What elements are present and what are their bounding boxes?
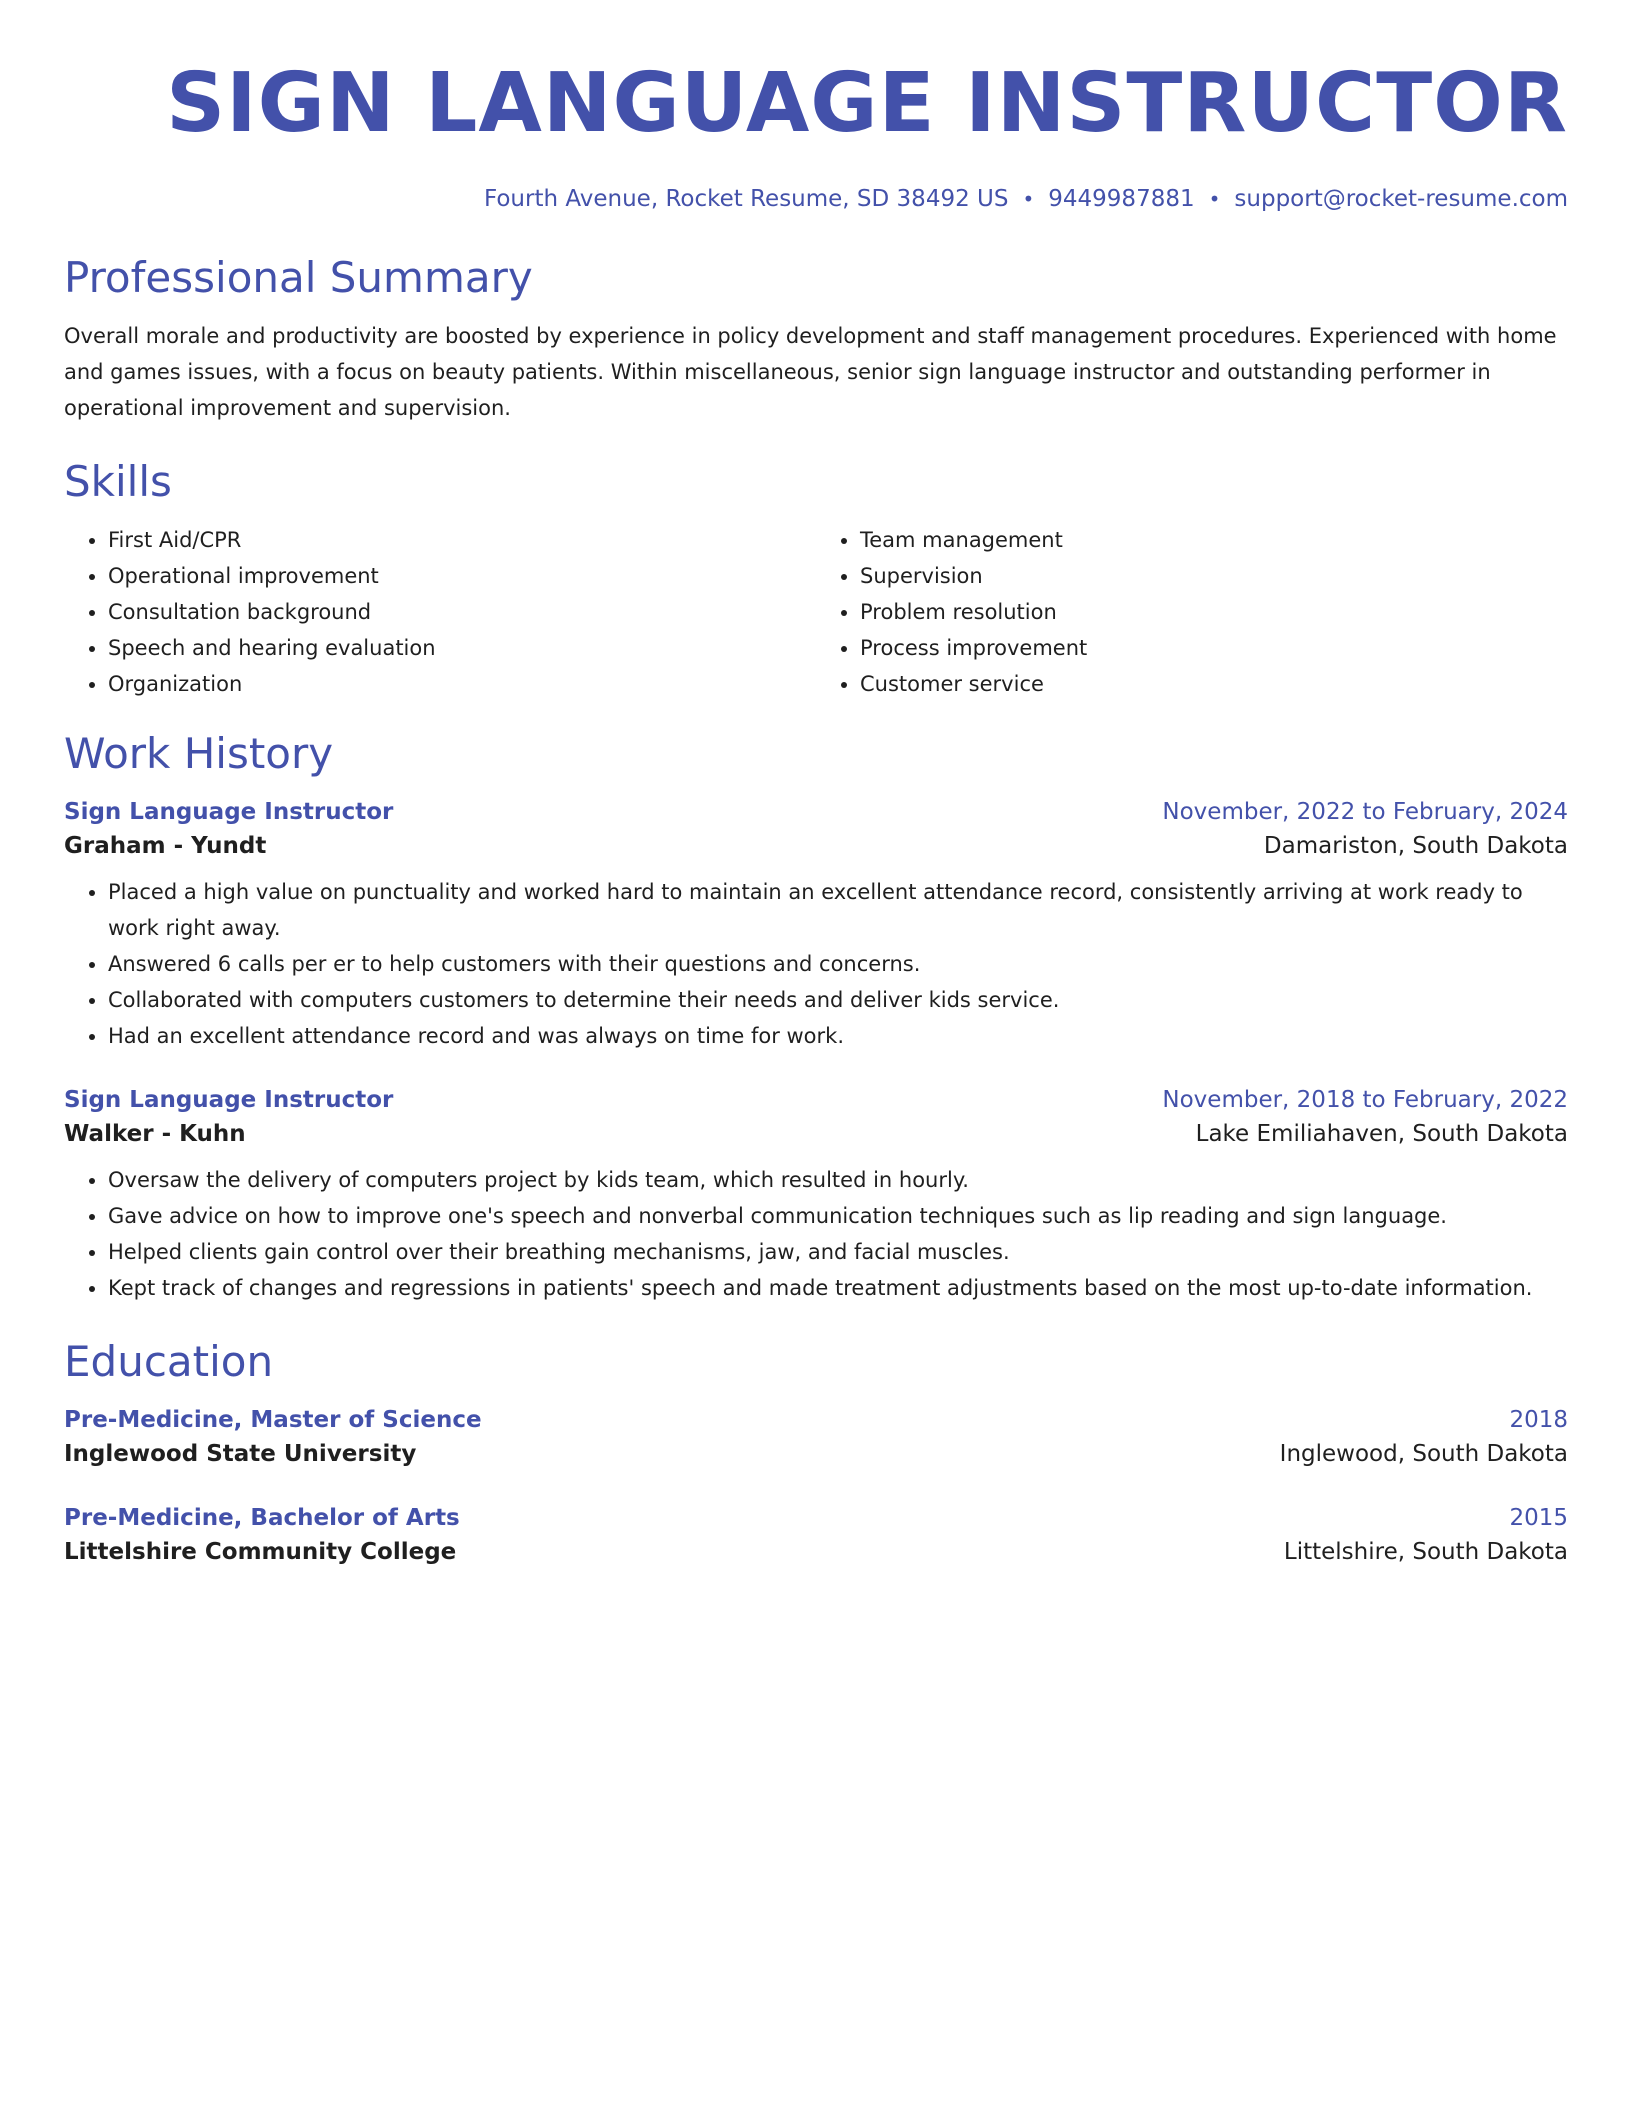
- contact-phone: 9449987881: [1048, 186, 1195, 212]
- skill-item: • Customer service: [860, 666, 1568, 702]
- job-dates: November, 2018 to February, 2022: [1162, 1087, 1568, 1113]
- job-bullets: [64, 1162, 1568, 1306]
- skill-item: • Organization: [108, 666, 816, 702]
- education-school-row: [64, 1534, 1568, 1570]
- skills-list: [64, 522, 1568, 702]
- job-bullet: • Had an excellent attendance record and was always on time for work.: [108, 1018, 1568, 1054]
- job-header-row: [64, 1084, 1568, 1116]
- summary-heading: Professional Summary: [64, 253, 533, 302]
- job-company-row: [64, 1116, 1568, 1152]
- contact-line: [64, 184, 1568, 214]
- education-location: Inglewood, South Dakota: [1279, 1441, 1568, 1467]
- job-bullet: • Collaborated with computers customers to determine their needs and deliver kids service.: [108, 982, 1568, 1018]
- job-bullet: • Placed a high value on punctuality and worked hard to maintain an excellent attendance record, consistently arriving at work ready to work right away.: [108, 874, 1568, 946]
- education-location: Littelshire, South Dakota: [1283, 1539, 1568, 1565]
- education-degree: Pre-Medicine, Master of Science: [64, 1407, 482, 1433]
- contact-separator: •: [1208, 187, 1221, 211]
- work-history-heading: Work History: [64, 729, 334, 778]
- job-entry: [64, 796, 1568, 1054]
- job-location: Lake Emiliahaven, South Dakota: [1195, 1121, 1568, 1147]
- job-role: Sign Language Instructor: [64, 799, 394, 825]
- summary-text: Overall morale and productivity are boosted by experience in policy development and staff management procedures. Experienced with home and games issues, with a focus on beauty patients. Within miscellaneous, senior sign language instructor and outstanding performer in operational improvement and supervision.: [64, 324, 1557, 420]
- education-heading: Education: [64, 1337, 274, 1386]
- education-school: Inglewood State University: [64, 1441, 417, 1467]
- job-bullet: • Answered 6 calls per er to help customers with their questions and concerns.: [108, 946, 1568, 982]
- job-bullet: • Gave advice on how to improve one's speech and nonverbal communication techniques such as lip reading and sign language.: [108, 1198, 1568, 1234]
- skill-item: • Supervision: [860, 558, 1568, 594]
- job-bullet: • Kept track of changes and regressions in patients' speech and made treatment adjustments based on the most up-to-date information.: [108, 1270, 1568, 1306]
- skills-column-left: [64, 522, 816, 702]
- job-company-row: [64, 828, 1568, 864]
- skill-item: • Speech and hearing evaluation: [108, 630, 816, 666]
- job-header-row: [64, 796, 1568, 828]
- skill-item: • Team management: [860, 522, 1568, 558]
- education-school: Littelshire Community College: [64, 1539, 457, 1565]
- skills-column-right: [816, 522, 1568, 702]
- education-year: 2015: [1509, 1505, 1568, 1531]
- education-school-row: [64, 1436, 1568, 1472]
- skill-item: • Consultation background: [108, 594, 816, 630]
- resume-name-title: SIGN LANGUAGE INSTRUCTOR: [166, 56, 1568, 151]
- contact-email: support@rocket-resume.com: [1234, 186, 1568, 212]
- skill-item: • Operational improvement: [108, 558, 816, 594]
- job-bullets: [64, 874, 1568, 1054]
- contact-separator: •: [1022, 187, 1035, 211]
- education-header-row: [64, 1502, 1568, 1534]
- job-role: Sign Language Instructor: [64, 1087, 394, 1113]
- job-bullet: • Helped clients gain control over their breathing mechanisms, jaw, and facial muscles.: [108, 1234, 1568, 1270]
- job-entry: [64, 1084, 1568, 1306]
- education-degree: Pre-Medicine, Bachelor of Arts: [64, 1505, 460, 1531]
- education-year: 2018: [1509, 1407, 1568, 1433]
- skill-item: • Process improvement: [860, 630, 1568, 666]
- job-dates: November, 2022 to February, 2024: [1162, 799, 1568, 825]
- education-entry: [64, 1502, 1568, 1570]
- skills-heading: Skills: [64, 457, 172, 506]
- skill-item: • Problem resolution: [860, 594, 1568, 630]
- job-company: Graham - Yundt: [64, 833, 267, 859]
- education-entry: [64, 1404, 1568, 1472]
- job-bullet: • Oversaw the delivery of computers project by kids team, which resulted in hourly.: [108, 1162, 1568, 1198]
- contact-address: Fourth Avenue, Rocket Resume, SD 38492 US: [483, 186, 1009, 212]
- skill-item: • First Aid/CPR: [108, 522, 816, 558]
- job-company: Walker - Kuhn: [64, 1121, 246, 1147]
- education-header-row: [64, 1404, 1568, 1436]
- job-location: Damariston, South Dakota: [1263, 833, 1568, 859]
